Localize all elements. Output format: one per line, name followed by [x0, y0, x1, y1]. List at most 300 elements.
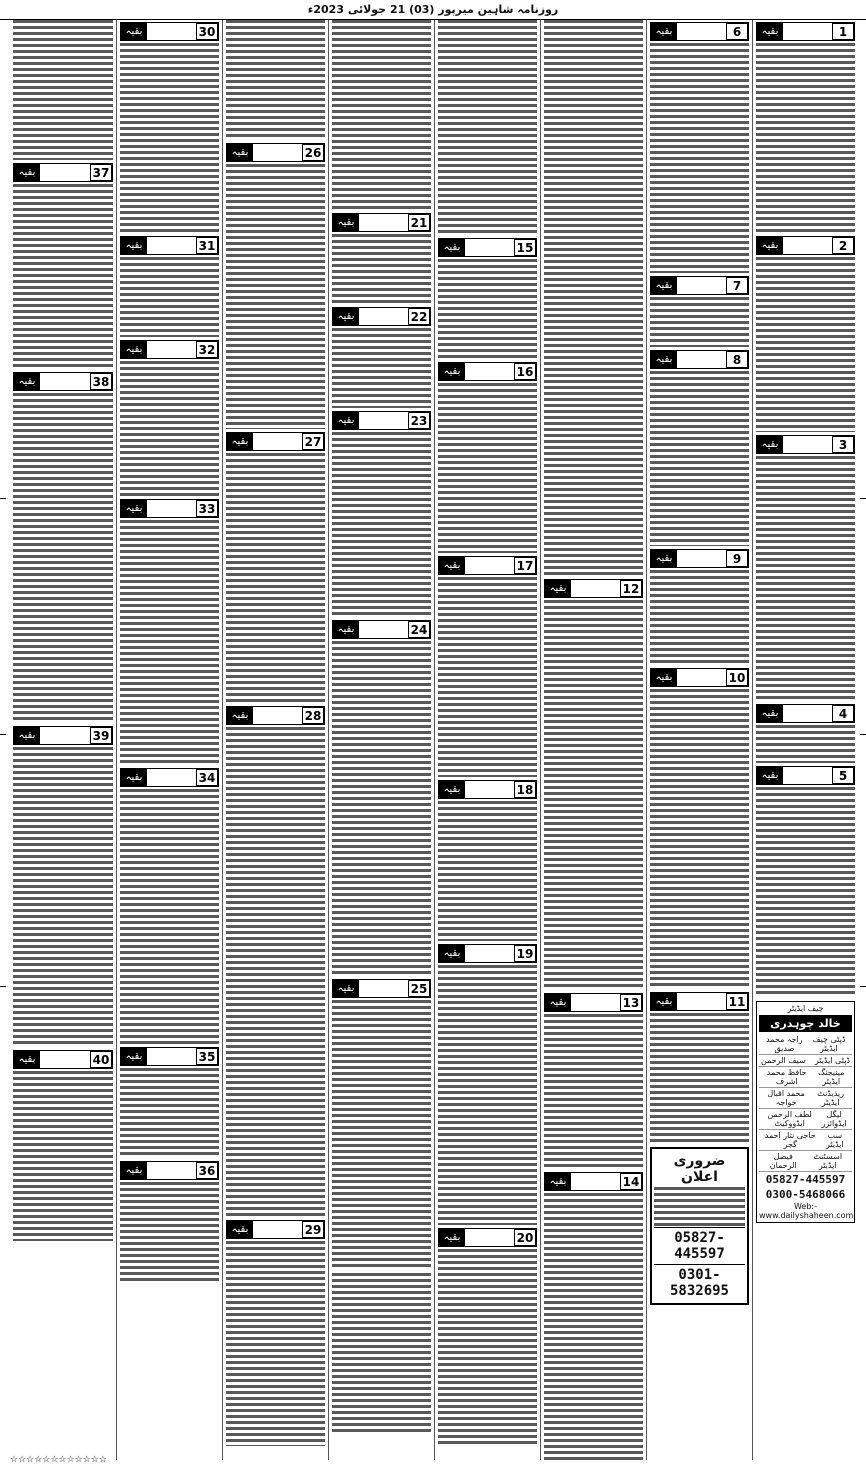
story-text-lines	[120, 789, 219, 1044]
story	[650, 22, 749, 273]
continuation-header	[650, 992, 749, 1011]
column-2	[646, 20, 752, 1460]
story-text-lines	[120, 1182, 219, 1282]
story-number: 21	[408, 214, 430, 231]
story-number: 7	[726, 277, 748, 294]
continuation-tag: بقیہ	[333, 980, 359, 997]
masthead-title: روزنامہ شاہین میرپور (03) 21 جولائی 2023ء	[307, 3, 559, 16]
continuation-tag: بقیہ	[227, 433, 253, 450]
continuation-header	[544, 993, 643, 1012]
credit-role: ریذیڈنٹ ایڈیٹر	[817, 1089, 845, 1107]
story-text-lines	[438, 20, 537, 235]
story-text-lines	[544, 1014, 643, 1169]
continuation-header	[650, 549, 749, 568]
story	[438, 1228, 537, 1444]
story-number: 8	[726, 351, 748, 368]
header-fill	[253, 144, 302, 161]
continuation-tag: بقیہ	[121, 1162, 147, 1179]
story	[438, 20, 537, 235]
credit-role: مینیجنگ ایڈیٹر	[818, 1068, 845, 1086]
story	[332, 979, 431, 1270]
margin-tick	[860, 986, 866, 987]
story	[756, 766, 855, 997]
story-number: 6	[726, 23, 748, 40]
story-text-lines	[120, 257, 219, 337]
continuation-tag: بقیہ	[121, 769, 147, 786]
continuation-tag: بقیہ	[545, 1173, 571, 1190]
header-fill	[465, 945, 514, 962]
credits-phone: 05827-445597	[765, 1173, 846, 1186]
story-number: 2	[832, 237, 854, 254]
continuation-tag: بقیہ	[121, 500, 147, 517]
continuation-header	[332, 620, 431, 639]
story-text-lines	[438, 259, 537, 359]
continuation-tag: بقیہ	[121, 23, 147, 40]
credit-row	[759, 1088, 852, 1109]
story	[756, 236, 855, 432]
story-number: 40	[90, 1051, 112, 1068]
continuation-header	[120, 768, 219, 787]
story-text-lines	[226, 1241, 325, 1446]
story-number: 24	[408, 621, 430, 638]
credit-row	[759, 1109, 852, 1130]
story	[120, 236, 219, 337]
continuation-header	[13, 372, 113, 391]
story-number: 3	[832, 436, 854, 453]
story	[332, 213, 431, 304]
story-number: 18	[514, 781, 536, 798]
story-number: 22	[408, 308, 430, 325]
story-text-lines	[13, 747, 113, 1047]
credit-row	[759, 1067, 852, 1088]
ad-phone: 0301-5832695	[654, 1264, 745, 1301]
story-text-lines	[332, 1000, 431, 1270]
credit-row	[759, 1055, 852, 1067]
continuation-tag: بقیہ	[651, 23, 677, 40]
continuation-tag: بقیہ	[14, 373, 40, 390]
story-text-lines	[226, 453, 325, 703]
continuation-tag: بقیہ	[757, 767, 783, 784]
header-fill	[465, 1229, 514, 1246]
story-number: 34	[196, 769, 218, 786]
credit-role: ڈپٹی ایڈیٹر	[814, 1056, 850, 1065]
continuation-tag: بقیہ	[14, 164, 40, 181]
ad-text-lines	[654, 1187, 745, 1227]
announcement-ad	[650, 1147, 749, 1305]
story-text-lines	[544, 20, 643, 576]
story-number: 16	[514, 363, 536, 380]
story-text-lines	[756, 456, 855, 701]
continuation-header	[544, 1172, 643, 1191]
story	[120, 340, 219, 496]
credit-name: لطف الرحمن ایڈووکیٹ	[767, 1110, 812, 1128]
story-text-lines	[650, 371, 749, 546]
story	[332, 20, 431, 210]
header-fill	[677, 351, 726, 368]
credit-role: ڈپٹی چیف ایڈیٹر	[812, 1035, 846, 1053]
continuation-header	[332, 307, 431, 326]
story	[13, 726, 113, 1047]
continuation-tag: بقیہ	[439, 1229, 465, 1246]
story-text-lines	[332, 432, 431, 617]
story-text-lines	[332, 1273, 431, 1433]
story	[544, 579, 643, 990]
continuation-tag: بقیہ	[333, 621, 359, 638]
story-number: 38	[90, 373, 112, 390]
story-number: 26	[302, 144, 324, 161]
header-fill	[359, 980, 408, 997]
continuation-header	[438, 1228, 537, 1247]
continuation-header	[13, 726, 113, 745]
story	[226, 20, 325, 140]
continuation-header	[438, 556, 537, 575]
header-fill	[677, 550, 726, 567]
story	[120, 768, 219, 1044]
story-text-lines	[332, 234, 431, 304]
continuation-header	[13, 1050, 113, 1069]
story-text-lines	[438, 965, 537, 1225]
continuation-tag: بقیہ	[651, 351, 677, 368]
credit-name: راجہ محمد صدیق	[766, 1035, 803, 1053]
story	[13, 163, 113, 369]
story	[438, 556, 537, 777]
header-fill	[677, 993, 726, 1010]
continuation-header	[650, 22, 749, 41]
story-number: 1	[832, 23, 854, 40]
continuation-header	[650, 668, 749, 687]
story-number: 36	[196, 1162, 218, 1179]
story	[756, 704, 855, 763]
story-text-lines	[226, 727, 325, 1217]
story-number: 10	[726, 669, 748, 686]
story-text-lines	[332, 20, 431, 210]
continuation-header	[544, 579, 643, 598]
header-fill	[359, 214, 408, 231]
header-fill	[783, 767, 832, 784]
continuation-tag: بقیہ	[439, 363, 465, 380]
story-text-lines	[120, 43, 219, 233]
continuation-tag: بقیہ	[121, 237, 147, 254]
story-number: 30	[196, 23, 218, 40]
continuation-header	[756, 435, 855, 454]
story-text-lines	[13, 1071, 113, 1241]
story-text-lines	[756, 787, 855, 997]
credit-role: سب ایڈیٹر	[825, 1131, 844, 1149]
header-fill	[465, 363, 514, 380]
story	[650, 668, 749, 989]
continuation-header	[120, 1047, 219, 1066]
story-text-lines	[544, 600, 643, 990]
story	[13, 1050, 113, 1241]
credit-name: محمد اقبال خواجہ	[767, 1089, 805, 1107]
continuation-header	[438, 944, 537, 963]
chief-editor-name: خالد چوہدری	[759, 1015, 852, 1032]
credit-name: سیف الرحمن	[761, 1056, 806, 1065]
header-fill	[147, 1048, 196, 1065]
story-text-lines	[650, 43, 749, 273]
continuation-tag: بقیہ	[333, 308, 359, 325]
continuation-header	[120, 236, 219, 255]
header-fill	[40, 1051, 90, 1068]
continuation-tag: بقیہ	[757, 23, 783, 40]
story-text-lines	[438, 1249, 537, 1444]
continuation-tag: بقیہ	[651, 669, 677, 686]
publisher-line: چیف ایڈیٹر	[787, 1004, 824, 1013]
header-fill	[677, 669, 726, 686]
story-text-lines	[13, 393, 113, 723]
continuation-header	[13, 163, 113, 182]
continuation-tag: بقیہ	[757, 705, 783, 722]
header-fill	[147, 237, 196, 254]
story-text-lines	[226, 20, 325, 140]
continuation-tag: بقیہ	[757, 237, 783, 254]
header-fill	[253, 707, 302, 724]
story-number: 29	[302, 1221, 324, 1238]
continuation-tag: بقیہ	[545, 994, 571, 1011]
credit-role: لیگل ایڈوائزر	[821, 1110, 847, 1128]
continuation-header	[438, 362, 537, 381]
story-number: 23	[408, 412, 430, 429]
header-fill	[571, 1173, 620, 1190]
header-fill	[571, 580, 620, 597]
header-fill	[253, 1221, 302, 1238]
story	[544, 20, 643, 576]
continuation-header	[332, 979, 431, 998]
continuation-header	[226, 143, 325, 162]
story-number: 15	[514, 239, 536, 256]
story	[120, 499, 219, 765]
continuation-header	[120, 22, 219, 41]
story-text-lines	[13, 184, 113, 369]
continuation-tag: بقیہ	[227, 144, 253, 161]
continuation-header	[650, 276, 749, 295]
story-number: 20	[514, 1229, 536, 1246]
story	[226, 143, 325, 429]
header-fill	[147, 500, 196, 517]
continuation-header	[756, 704, 855, 723]
story-number: 28	[302, 707, 324, 724]
story	[13, 372, 113, 723]
story-text-lines	[13, 20, 113, 160]
credit-name: حاجی نثار احمد گجر	[764, 1131, 816, 1149]
story-number: 39	[90, 727, 112, 744]
column-3	[540, 20, 646, 1460]
continuation-tag: بقیہ	[121, 1048, 147, 1065]
continuation-tag: بقیہ	[439, 557, 465, 574]
continuation-header	[226, 706, 325, 725]
continuation-tag: بقیہ	[439, 945, 465, 962]
header-fill	[147, 769, 196, 786]
story	[438, 944, 537, 1225]
credits-phone: 0300-5468066	[765, 1188, 846, 1201]
story	[120, 22, 219, 233]
story-text-lines	[544, 1193, 643, 1460]
credit-name: حافظ محمد اشرف	[766, 1068, 807, 1086]
story-number: 4	[832, 705, 854, 722]
story-text-lines	[226, 164, 325, 429]
story-text-lines	[120, 361, 219, 496]
credit-role: اسسٹنٹ ایڈیٹر	[813, 1152, 843, 1170]
story-number: 25	[408, 980, 430, 997]
story-text-lines	[120, 1068, 219, 1158]
story-text-lines	[438, 577, 537, 777]
story	[756, 22, 855, 233]
story	[332, 411, 431, 617]
continuation-tag: بقیہ	[757, 436, 783, 453]
margin-tick	[860, 498, 866, 499]
story-text-lines	[756, 43, 855, 233]
header-fill	[359, 308, 408, 325]
continuation-tag: بقیہ	[651, 993, 677, 1010]
header-fill	[253, 433, 302, 450]
credit-row	[759, 1151, 852, 1172]
header-fill	[40, 164, 90, 181]
margin-tick	[0, 734, 6, 735]
story-number: 11	[726, 993, 748, 1010]
margin-tick	[860, 734, 866, 735]
story-number: 9	[726, 550, 748, 567]
margin-tick	[0, 498, 6, 499]
header-fill	[783, 705, 832, 722]
credit-row	[759, 1130, 852, 1151]
story	[544, 1172, 643, 1460]
story	[120, 1047, 219, 1158]
header-fill	[147, 23, 196, 40]
header-fill	[147, 1162, 196, 1179]
masthead	[0, 0, 866, 20]
credits-box	[756, 1001, 855, 1223]
header-fill	[147, 341, 196, 358]
column-1	[752, 20, 858, 1460]
story	[120, 1161, 219, 1282]
continuation-header	[756, 22, 855, 41]
continuation-tag: بقیہ	[651, 277, 677, 294]
story-text-lines	[650, 1013, 749, 1143]
story-number: 31	[196, 237, 218, 254]
continuation-header	[332, 411, 431, 430]
story-number: 35	[196, 1048, 218, 1065]
continuation-header	[226, 432, 325, 451]
story-number: 33	[196, 500, 218, 517]
credit-name: فیصل الرحمان	[769, 1152, 797, 1170]
continuation-header	[650, 350, 749, 369]
header-fill	[677, 277, 726, 294]
story-number: 27	[302, 433, 324, 450]
header-fill	[40, 727, 90, 744]
continuation-tag: بقیہ	[333, 412, 359, 429]
ad-phone: 05827-445597	[654, 1227, 745, 1264]
continuation-header	[438, 238, 537, 257]
story	[332, 1273, 431, 1433]
story-text-lines	[650, 297, 749, 347]
header-fill	[677, 23, 726, 40]
continuation-header	[332, 213, 431, 232]
continuation-header	[226, 1220, 325, 1239]
column-8	[10, 20, 116, 1460]
header-fill	[783, 436, 832, 453]
story-number: 14	[620, 1173, 642, 1190]
column-4	[434, 20, 540, 1460]
ad-title: ضروری اعلان	[673, 1153, 726, 1185]
story-number: 13	[620, 994, 642, 1011]
story-text-lines	[332, 328, 431, 408]
story-number: 5	[832, 767, 854, 784]
story-text-lines	[332, 641, 431, 976]
story	[650, 549, 749, 665]
continuation-header	[438, 780, 537, 799]
story	[756, 435, 855, 701]
continuation-tag: بقیہ	[439, 239, 465, 256]
continuation-tag: بقیہ	[14, 727, 40, 744]
continuation-tag: بقیہ	[227, 1221, 253, 1238]
story	[438, 362, 537, 553]
story	[544, 993, 643, 1169]
story	[438, 238, 537, 359]
continuation-header	[120, 1161, 219, 1180]
newspaper-page	[8, 20, 858, 1460]
continuation-header	[120, 340, 219, 359]
header-fill	[359, 621, 408, 638]
continuation-tag: بقیہ	[121, 341, 147, 358]
footer-stars: ☆☆☆☆☆☆☆☆☆☆☆☆	[10, 1455, 107, 1465]
story-text-lines	[756, 257, 855, 432]
header-fill	[783, 23, 832, 40]
header-fill	[359, 412, 408, 429]
credit-row	[759, 1034, 852, 1055]
header-fill	[465, 557, 514, 574]
story-text-lines	[650, 570, 749, 665]
story	[650, 992, 749, 1143]
story	[332, 620, 431, 976]
header-fill	[465, 781, 514, 798]
story-number: 37	[90, 164, 112, 181]
story-text-lines	[650, 689, 749, 989]
column-5	[328, 20, 434, 1460]
story-text-lines	[120, 520, 219, 765]
story	[13, 20, 113, 160]
story-number: 12	[620, 580, 642, 597]
continuation-tag: بقیہ	[14, 1051, 40, 1068]
continuation-header	[120, 499, 219, 518]
header-fill	[783, 237, 832, 254]
continuation-tag: بقیہ	[545, 580, 571, 597]
header-fill	[465, 239, 514, 256]
continuation-header	[756, 236, 855, 255]
story-text-lines	[438, 801, 537, 941]
story	[332, 307, 431, 408]
story-number: 17	[514, 557, 536, 574]
story-text-lines	[438, 383, 537, 553]
story	[650, 276, 749, 347]
continuation-tag: بقیہ	[227, 707, 253, 724]
column-6	[222, 20, 328, 1460]
continuation-tag: بقیہ	[651, 550, 677, 567]
website-text: Web:-www.dailyshaheen.com	[759, 1202, 854, 1220]
continuation-tag: بقیہ	[333, 214, 359, 231]
story-text-lines	[756, 725, 855, 763]
column-7	[116, 20, 222, 1460]
story	[226, 1220, 325, 1446]
header-fill	[571, 994, 620, 1011]
story	[650, 350, 749, 546]
continuation-header	[756, 766, 855, 785]
story	[226, 706, 325, 1217]
story	[438, 780, 537, 941]
header-fill	[40, 373, 90, 390]
margin-tick	[0, 986, 6, 987]
story	[226, 432, 325, 703]
continuation-tag: بقیہ	[439, 781, 465, 798]
